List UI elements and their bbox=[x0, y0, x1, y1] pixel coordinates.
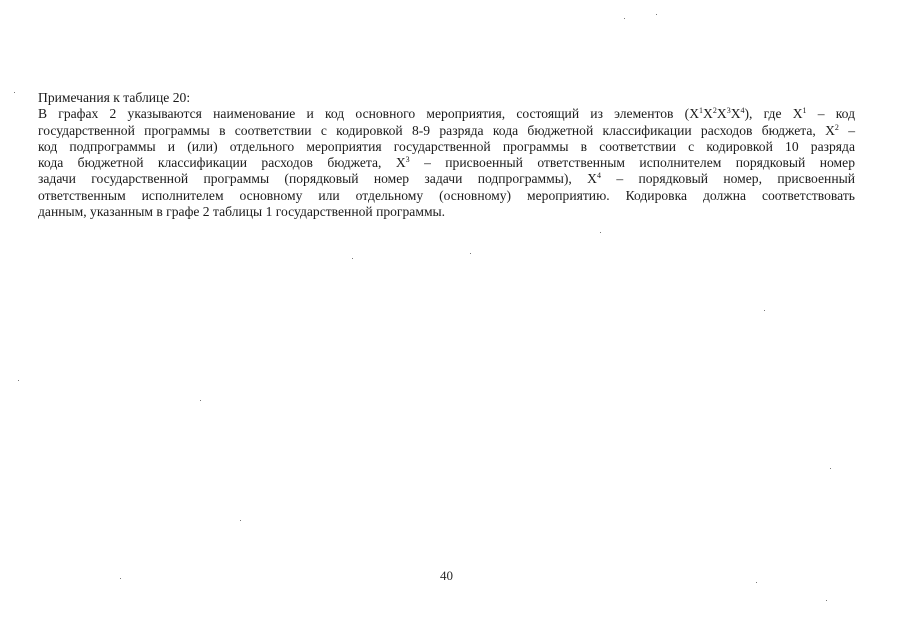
scan-speck bbox=[756, 582, 757, 583]
notes-line: В графах 2 указываются наименование и код основного мероприятия, состоящий из элементов $(X^1X^2X^3X^4)$, где $X^1$ – код bbox=[38, 106, 856, 122]
notes-body bbox=[38, 106, 855, 220]
superscript-index: 3 bbox=[726, 106, 731, 116]
superscript-index: 4 bbox=[596, 171, 601, 181]
page-number: 40 bbox=[440, 568, 453, 583]
notes-line: ответственным исполнителем основному или отдельному (основному) мероприятию. Кодировка должна соответствовать bbox=[38, 187, 855, 203]
scan-speck bbox=[826, 600, 827, 601]
superscript-index: 3 bbox=[405, 155, 410, 165]
table-notes bbox=[38, 90, 855, 220]
scan-speck bbox=[656, 14, 657, 15]
superscript-index: 1 bbox=[802, 106, 807, 116]
scan-speck bbox=[240, 520, 241, 521]
notes-line: задачи государственной программы (порядковый номер задачи подпрограммы), $X^4$ – порядковый номер, присвоенный bbox=[38, 171, 855, 187]
scan-speck bbox=[600, 232, 601, 233]
superscript-index: 4 bbox=[740, 106, 745, 116]
superscript-index: 2 bbox=[834, 122, 839, 132]
superscript-index: 2 bbox=[712, 106, 717, 116]
scan-speck bbox=[14, 92, 15, 93]
notes-title: Примечания к таблице 20: bbox=[38, 90, 191, 105]
scan-speck bbox=[624, 18, 625, 19]
notes-line: государственной программы в соответствии с кодировкой 8-9 разряда кода бюджетной классификации расходов бюджета, $X^2$ – bbox=[38, 122, 855, 138]
scan-speck bbox=[120, 578, 121, 579]
notes-line: код подпрограммы и (или) отдельного мероприятия государственной программы в соответствии с кодировкой 10 разряда bbox=[38, 138, 855, 154]
scan-speck bbox=[18, 380, 19, 381]
notes-line: данным, указанным в графе 2 таблицы 1 государственной программы. bbox=[38, 204, 446, 220]
scan-speck bbox=[764, 310, 765, 311]
notes-line: кода бюджетной классификации расходов бюджета, $X^3$ – присвоенный ответственным исполнителем порядковый номер bbox=[38, 155, 855, 171]
scan-speck bbox=[200, 400, 201, 401]
scan-speck bbox=[830, 468, 831, 469]
scan-speck bbox=[352, 258, 353, 259]
scan-speck bbox=[470, 253, 471, 254]
superscript-index: 1 bbox=[699, 106, 704, 116]
